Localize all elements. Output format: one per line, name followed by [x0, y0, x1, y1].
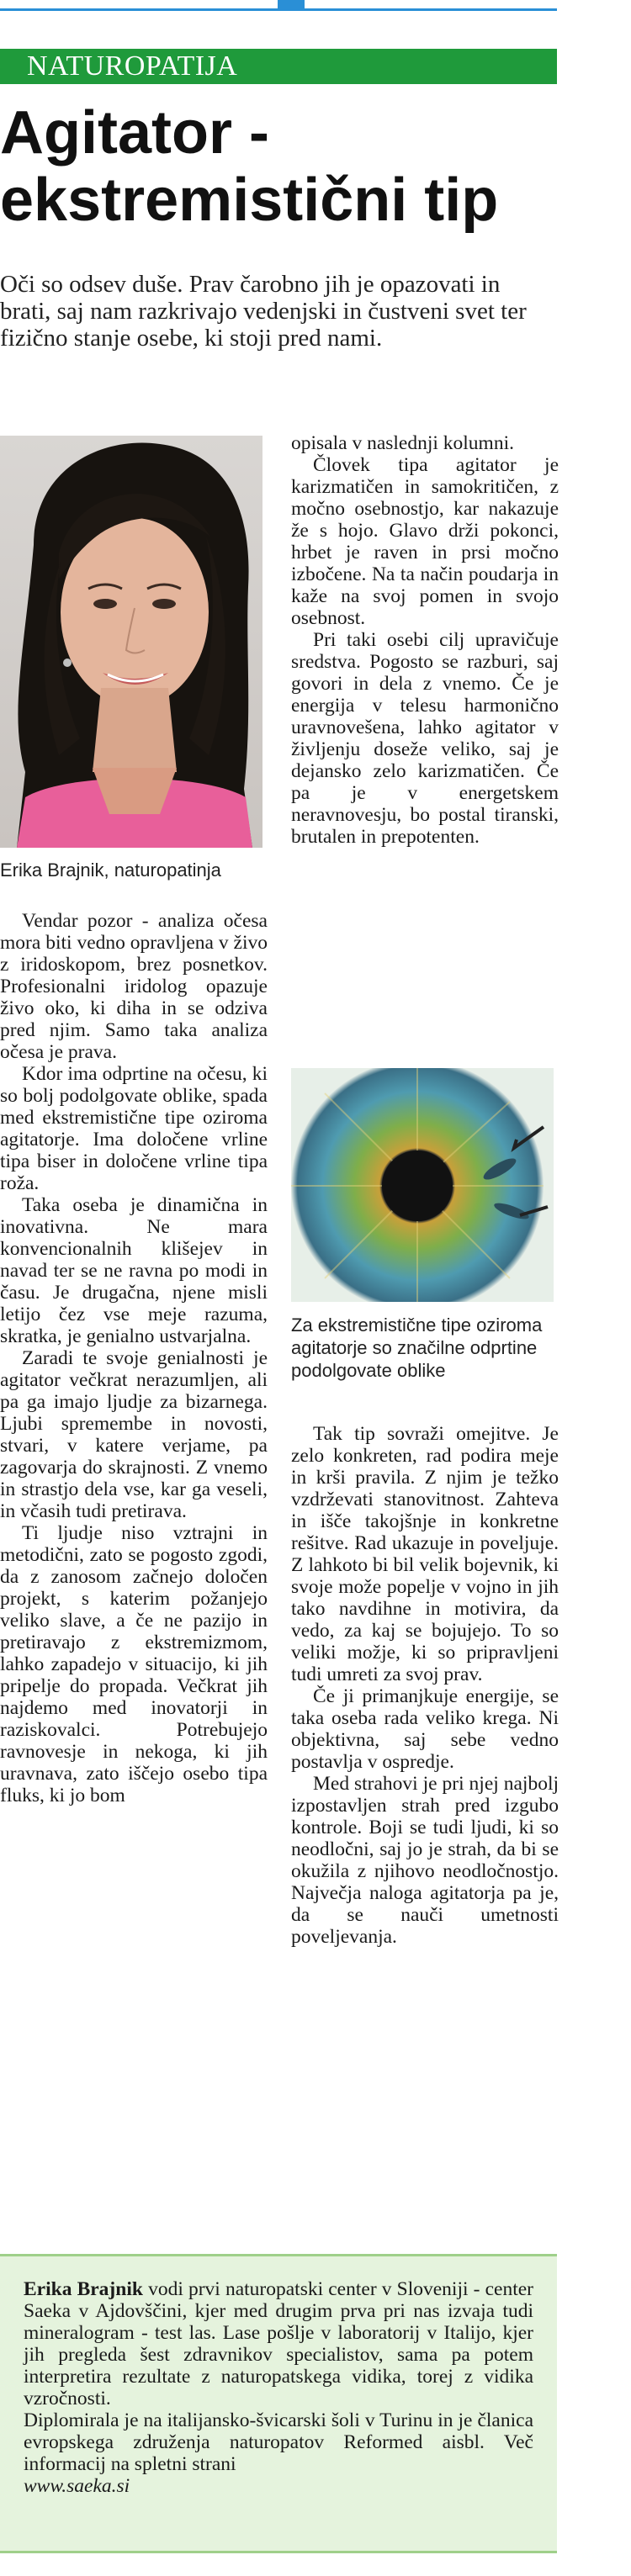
website-link[interactable]: www.saeka.si — [24, 2475, 130, 2497]
paragraph: Med strahovi je pri njej najbolj izpostavljen strah pred izgubo kontrole. Boji se tudi ljudi, ki so neodločni, saj jo je strah, da bi se okužila z njihovo neodločnostjo. Največja naloga agitatorja pa je, da se nauči umetnosti poveljevanja. — [291, 1773, 559, 1948]
paragraph: Kdor ima odprtine na očesu, ki so bolj podolgovate oblike, spada med ekstremistične tipe oziroma agitatorje. Ima določene vrline tipa biser in določene vrline tipa roža. — [0, 1063, 268, 1194]
article-column-right-bottom — [291, 1423, 559, 1948]
iris-photo — [291, 1068, 554, 1302]
paragraph: Človek tipa agitator je karizmatičen in samokritičen, z močno osebnostjo, kar nakazuje že s hojo. Glavo drži pokonci, hrbet je raven in prsi močno izbočene. Na ta način poudarja in kaže na svoj pomen in svojo osebnost. — [291, 454, 559, 629]
paragraph: Če ji primanjkuje energije, se taka oseba rada veliko krega. Ni objektivna, saj sebe vedno postavlja v ospredje. — [291, 1685, 559, 1773]
article-column-left — [0, 910, 268, 1806]
portrait-photo — [0, 436, 262, 848]
section-label: NATUROPATIJA — [0, 49, 557, 84]
paragraph: Tak tip sovraži omejitve. Je zelo konkreten, rad podira meje in krši pravila. Z njim je težko vzdrževati stanovitnost. Zahteva in išče takojšnje in konkretne rešitve. Rad ukazuje in poveljuje. Z lahkoto bi bil velik bojevnik, ki svoje može popelje v vojno in jih tako navdihne in motivira, da vedo, za kaj se bojujejo. To so veliki možje, ki so pripravljeni tudi umreti za svoj prav. — [291, 1423, 559, 1685]
paragraph: Vendar pozor - analiza očesa mora biti vedno opravljena v živo z iridoskopom, brez posnetkov. Profesionalni iridolog opazuje živo oko, ki diha in se odziva pred njim. Samo taka analiza očesa je prava. — [0, 910, 268, 1063]
iris-caption: Za ekstremistične tipe oziroma agitatorje so značilne odprtine podolgovate oblike — [291, 1314, 543, 1381]
lead-paragraph: Oči so odsev duše. Prav čarobno jih je opazovati in brati, saj nam razkrivajo vedenjski in čustveni svet ter fizično stanje osebe, ki stoji pred nami. — [0, 271, 527, 352]
paragraph: Zaradi te svoje genialnosti je agitator večkrat nerazumljen, ali pa ga imajo ljudje za bizarnega. Ljubi spremembe in novosti, stvari, v katere verjame, pa zagovarja do skrajnosti. Z vnemo in strastjo dela vse, kar ga veseli, in včasih tudi pretirava. — [0, 1347, 268, 1522]
author-bio-box — [0, 2254, 557, 2553]
bio-text: vodi prvi naturopatski center v Sloveniji - center Saeka v Ajdovščini, kjer med drugim prva pri nas izvaja tudi mineralogram - test las. Lase pošlje v laboratorij v Italijo, kjer jih pregleda šest zdravnikov specialistov, sama pa potem interpretira rezultate z naturopatskega vidika, torej z vidika vzročnosti. — [24, 2278, 533, 2409]
bio-paragraph — [24, 2278, 533, 2409]
paragraph: opisala v naslednji kolumni. — [291, 432, 514, 454]
top-rule-tab — [278, 0, 305, 11]
bio-text: Diplomirala je na italijansko-švicarski šoli v Turinu in je članica evropskega združenja naturopatov Reformed aisbl. Več informacij na spletni strani — [24, 2409, 533, 2475]
portrait-caption: Erika Brajnik, naturopatinja — [0, 860, 221, 881]
paragraph: Pri taki osebi cilj upravičuje sredstva. Pogosto se razburi, saj govori in dela z vnemo. Če je energija v telesu harmonično uravnovešena, lahko agitator v življenju doseže veliko, saj je dejansko zelo karizmatičen. Če pa je v energetskem neravnovesju, bo postal tiranski, brutalen in prepotenten. — [291, 629, 559, 848]
bio-paragraph — [24, 2475, 533, 2497]
paragraph: Taka oseba je dinamična in inovativna. Ne mara konvencionalnih klišejev in navad ter se ne ravna po modi in času. Je drugačna, njene misli letijo čez vse meje razuma, skratka, je genialno ustvarjalna. — [0, 1194, 268, 1347]
article-column-right-top — [291, 432, 559, 848]
bio-name: Erika Brajnik — [24, 2278, 143, 2300]
bio-paragraph — [24, 2409, 533, 2475]
headline: Agitator - ekstremistični tip — [0, 99, 499, 234]
paragraph: Ti ljudje niso vztrajni in metodični, zato se pogosto zgodi, da z zanosom začnejo določen projekt, s katerim požanjejo veliko slave, a če ne pazijo in pretiravajo z ekstremizmom, lahko zapadejo v situacijo, ki jih pripelje do propada. Večkrat jih najdemo med inovatorji in raziskovalci. Potrebujejo ravnovesje in nekoga, ki jih uravnava, zato iščejo osebo tipa fluks, ki jo bom — [0, 1522, 268, 1806]
